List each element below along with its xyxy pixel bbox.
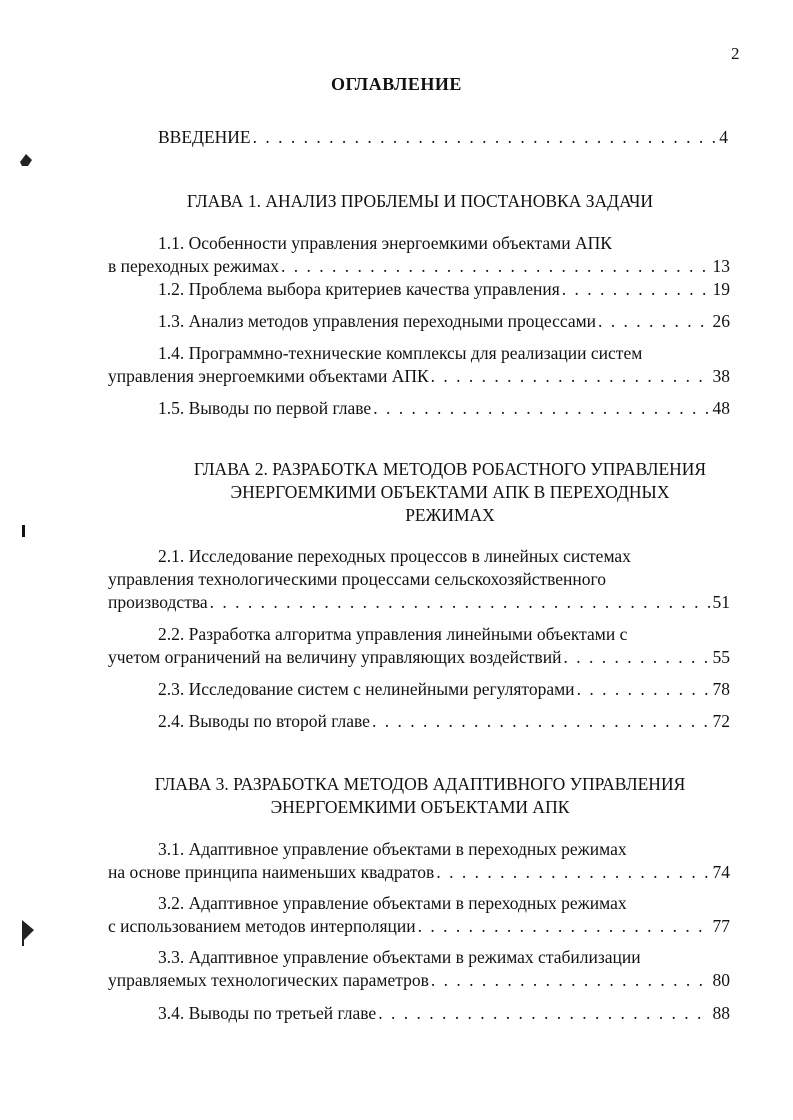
leader-dots — [563, 647, 710, 668]
entry-page: 80 — [712, 970, 730, 990]
leader-dots — [210, 592, 711, 613]
chapter-3-heading — [100, 773, 740, 819]
toc-entry-1-4-line1[interactable]: 1.4. Программно-технические комплексы для реализации систем — [158, 343, 643, 363]
entry-label: управления энергоемкими объектами АПК — [108, 366, 429, 386]
toc-entry-3-3-line1[interactable]: 3.3. Адаптивное управление объектами в режимах стабилизации — [158, 947, 641, 967]
toc-entry-2-4[interactable] — [158, 711, 730, 732]
scan-mark-icon — [18, 150, 34, 168]
toc-entry-3-1[interactable] — [108, 862, 730, 883]
toc-entry-intro[interactable] — [158, 127, 728, 148]
toc-entry-1-3[interactable] — [158, 311, 730, 332]
entry-page: 78 — [712, 679, 730, 699]
toc-entry-2-2-line1[interactable]: 2.2. Разработка алгоритма управления линейными объектами с — [158, 624, 628, 644]
leader-dots — [431, 366, 711, 387]
entry-page: 72 — [712, 711, 730, 731]
toc-title: ОГЛАВЛЕНИЕ — [331, 74, 462, 94]
entry-page: 4 — [719, 127, 728, 147]
leader-dots — [253, 127, 718, 148]
entry-label: производства — [108, 592, 208, 612]
chapter-2-heading — [130, 458, 770, 527]
entry-page: 19 — [712, 279, 730, 299]
heading-line: ЭНЕРГОЕМКИМИ ОБЪЕКТАМИ АПК В ПЕРЕХОДНЫХ — [230, 482, 670, 502]
toc-entry-2-1-line2[interactable]: управления технологическими процессами сельскохозяйственного — [108, 569, 607, 589]
heading-line: РЕЖИМАХ — [405, 505, 495, 525]
entry-page: 88 — [712, 1003, 730, 1023]
entry-page: 38 — [712, 366, 730, 386]
leader-dots — [598, 311, 710, 332]
toc-entry-3-1-line1[interactable]: 3.1. Адаптивное управление объектами в переходных режимах — [158, 839, 627, 859]
toc-entry-2-2[interactable] — [108, 647, 730, 668]
heading-line: ЭНЕРГОЕМКИМИ ОБЪЕКТАМИ АПК — [270, 797, 570, 817]
entry-label: ВВЕДЕНИЕ — [158, 127, 251, 147]
toc-entry-1-1[interactable] — [108, 256, 730, 277]
entry-label: 1.2. Проблема выбора критериев качества управления — [158, 279, 560, 299]
entry-label: в переходных режимах — [108, 256, 279, 276]
entry-label: 3.4. Выводы по третьей главе — [158, 1003, 377, 1023]
chapter-1-heading — [100, 190, 740, 213]
toc-entry-2-1-line1[interactable]: 2.1. Исследование переходных процессов в линейных системах — [158, 546, 631, 566]
heading-line: ГЛАВА 2. РАЗРАБОТКА МЕТОДОВ РОБАСТНОГО УПРАВЛЕНИЯ — [193, 459, 707, 479]
leader-dots — [431, 970, 711, 991]
toc-entry-2-3[interactable] — [158, 679, 730, 700]
toc-entry-3-2-line1[interactable]: 3.2. Адаптивное управление объектами в переходных режимах — [158, 893, 627, 913]
heading-line: ГЛАВА 3. РАЗРАБОТКА МЕТОДОВ АДАПТИВНОГО УПРАВЛЕНИЯ — [154, 774, 686, 794]
leader-dots — [562, 279, 711, 300]
leader-dots — [372, 711, 711, 732]
entry-page: 77 — [712, 916, 730, 936]
page-number: 2 — [731, 44, 740, 63]
entry-page: 48 — [712, 398, 730, 418]
toc-entry-3-4[interactable] — [158, 1003, 730, 1024]
entry-page: 13 — [712, 256, 730, 276]
toc-entry-1-1-line1[interactable]: 1.1. Особенности управления энергоемкими объектами АПК — [158, 233, 612, 253]
entry-page: 55 — [712, 647, 730, 667]
heading-line: ГЛАВА 1. АНАЛИЗ ПРОБЛЕМЫ И ПОСТАНОВКА ЗАДАЧИ — [186, 191, 654, 211]
toc-entry-1-2[interactable] — [158, 279, 730, 300]
entry-page: 74 — [712, 862, 730, 882]
toc-entry-3-3[interactable] — [108, 970, 730, 991]
scan-mark-icon — [20, 918, 36, 948]
entry-label: управляемых технологических параметров — [108, 970, 429, 990]
entry-page: 26 — [712, 311, 730, 331]
toc-entry-1-5[interactable] — [158, 398, 730, 419]
entry-label: 1.3. Анализ методов управления переходными процессами — [158, 311, 597, 331]
entry-label: на основе принципа наименьших квадратов — [108, 862, 435, 882]
leader-dots — [373, 398, 710, 419]
toc-entry-3-2[interactable] — [108, 916, 730, 937]
scan-mark-icon — [22, 525, 25, 537]
entry-label: 2.4. Выводы по второй главе — [158, 711, 370, 731]
toc-entry-2-1[interactable] — [108, 592, 730, 613]
leader-dots — [577, 679, 711, 700]
entry-label: учетом ограничений на величину управляющих воздействий — [108, 647, 562, 667]
leader-dots — [436, 862, 710, 883]
entry-label: с использованием методов интерполяции — [108, 916, 416, 936]
entry-page: 51 — [712, 592, 730, 612]
leader-dots — [418, 916, 711, 937]
leader-dots — [281, 256, 711, 277]
entry-label: 1.5. Выводы по первой главе — [158, 398, 372, 418]
entry-label: 2.3. Исследование систем с нелинейными регуляторами — [158, 679, 575, 699]
leader-dots — [378, 1003, 710, 1024]
toc-entry-1-4[interactable] — [108, 366, 730, 387]
